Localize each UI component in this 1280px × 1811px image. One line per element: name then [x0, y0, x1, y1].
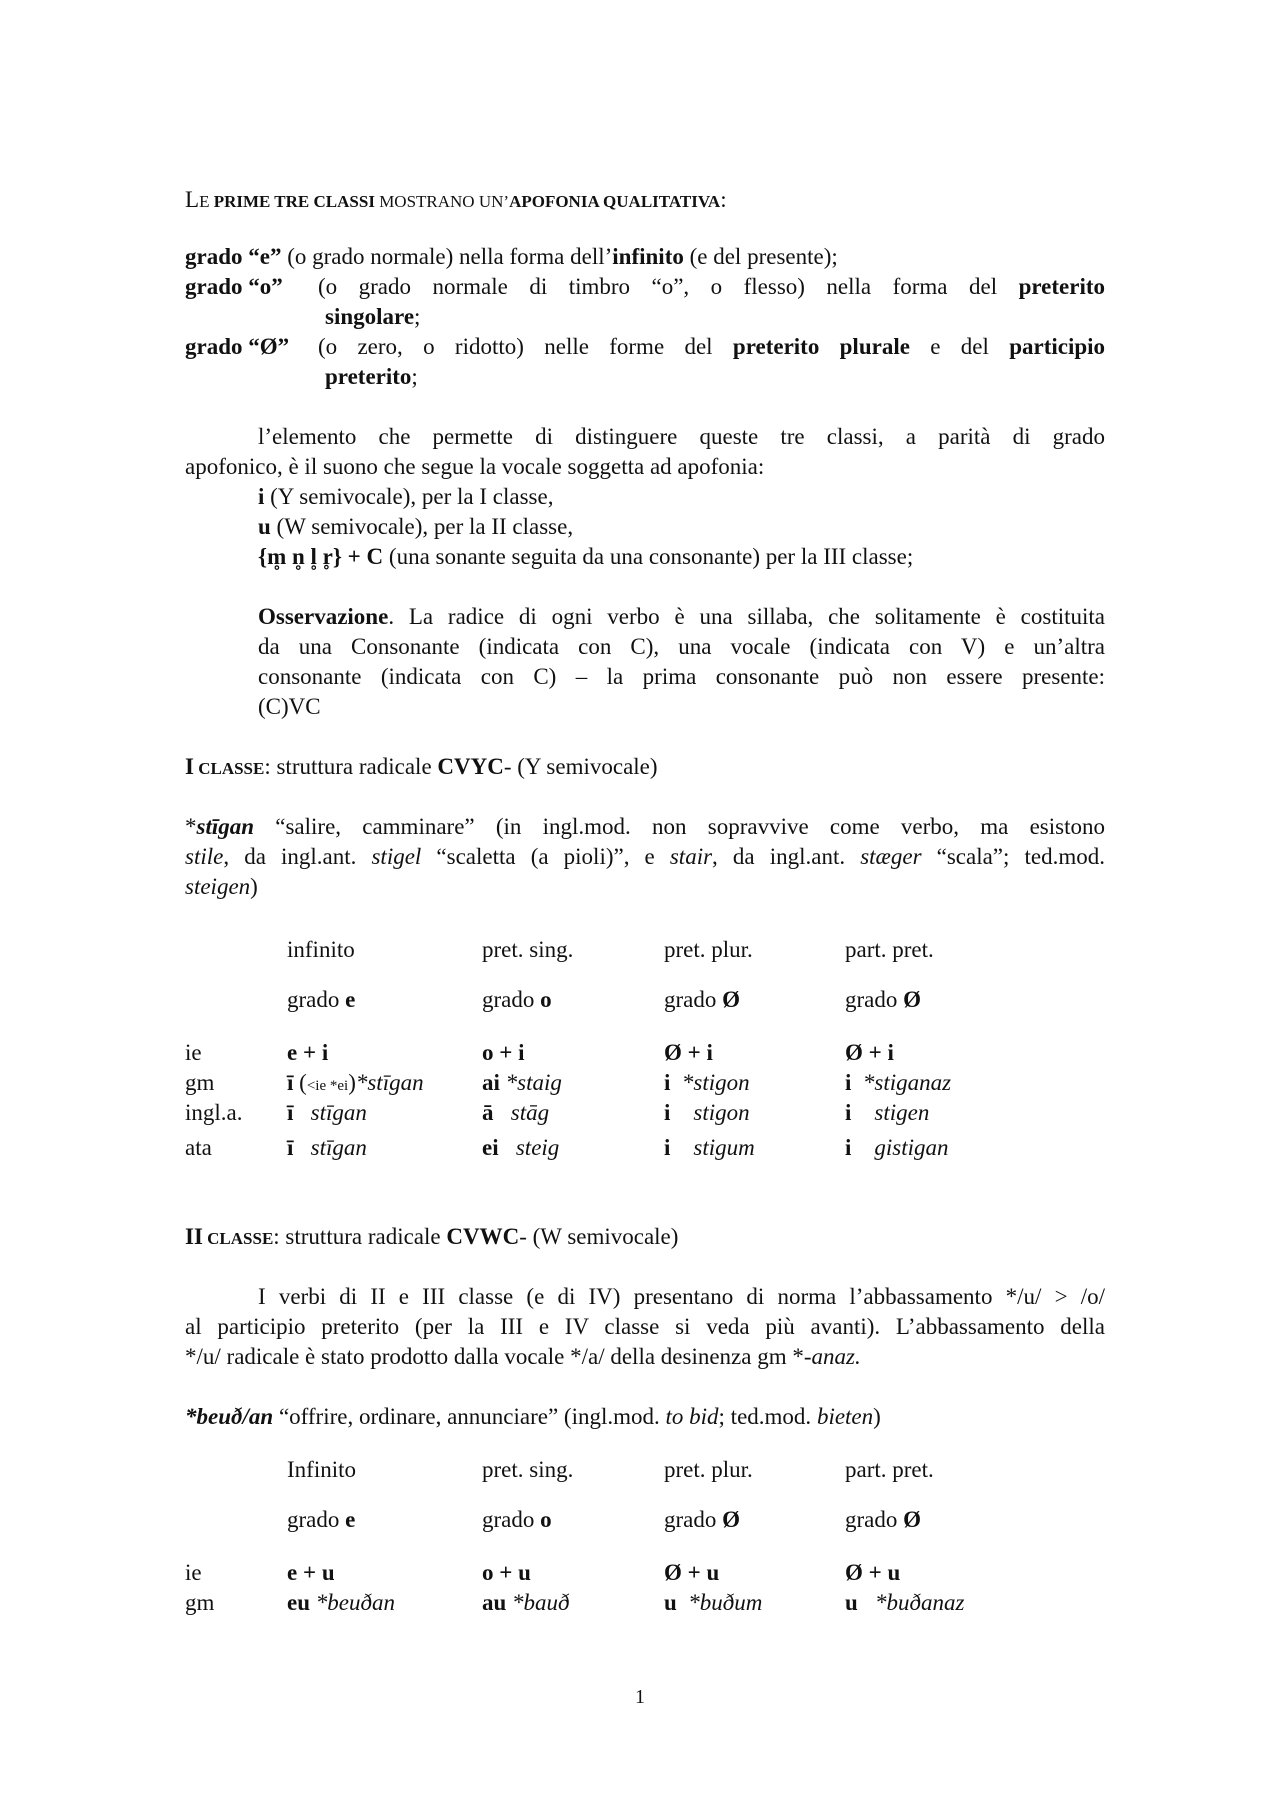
- col-header: pret. sing.: [482, 1457, 574, 1482]
- col-header: part. pret.: [845, 937, 934, 962]
- oss-line4: (C)VC: [258, 694, 321, 719]
- grade-cell: grado e: [287, 987, 356, 1012]
- table-cell: au *bauð: [482, 1590, 570, 1615]
- grade-cell: grado Ø: [664, 987, 741, 1012]
- grade-o-cont: singolare;: [325, 304, 421, 329]
- oss-line3: consonante (indicata con C) – la prima consonante può non essere presente:: [258, 664, 1105, 689]
- table-cell: eu *beuðan: [287, 1590, 395, 1615]
- grade-cell: grado e: [287, 1507, 356, 1532]
- table-cell: e + u: [287, 1560, 335, 1585]
- col-header: part. pret.: [845, 1457, 934, 1482]
- table-cell: u *buðum: [664, 1590, 763, 1615]
- table-cell: ī stīgan: [287, 1100, 367, 1125]
- table-cell: i stigen: [845, 1100, 930, 1125]
- class-ii-note: u (W semivocale), per la II classe,: [258, 514, 574, 539]
- grade-o-text: (o grado normale di timbro “o”, o flesso) nella forma del preterito: [318, 274, 1105, 299]
- table-cell: ei steig: [482, 1135, 560, 1160]
- class2-example: *beuð/an “offrire, ordinare, annunciare” (ingl.mod. to bid; ted.mod. bieten): [185, 1404, 881, 1429]
- class1-heading: I CLASSE: struttura radicale CVYC- (Y semivocale): [185, 754, 658, 779]
- table-cell: Ø + i: [845, 1040, 894, 1065]
- row-label: ata: [185, 1135, 212, 1160]
- grade-cell: grado Ø: [845, 1507, 922, 1532]
- class1-example-line1: *stīgan “salire, camminare” (in ingl.mod. non sopravvive come verbo, ma esistono: [185, 814, 1105, 839]
- grade-o-label: grado “o”: [185, 274, 283, 299]
- table-cell: ī stīgan: [287, 1135, 367, 1160]
- col-header: pret. plur.: [664, 937, 753, 962]
- para1-line1: l’elemento che permette di distinguere queste tre classi, a parità di grado: [258, 424, 1105, 449]
- col-header: Infinito: [287, 1457, 356, 1482]
- row-label: ie: [185, 1040, 202, 1065]
- row-label: ingl.a.: [185, 1100, 243, 1125]
- class1-example-line2: stile, da ingl.ant. stigel “scaletta (a pioli)”, e stair, da ingl.ant. stæger “scala”; ted.mod.: [185, 844, 1105, 869]
- table-cell: Ø + u: [664, 1560, 720, 1585]
- page-number: 1: [635, 1686, 645, 1708]
- class2-para-line3: */u/ radicale è stato prodotto dalla vocale */a/ della desinenza gm *-anaz.: [185, 1344, 861, 1369]
- table-cell: i gistigan: [845, 1135, 949, 1160]
- table-cell: i stigum: [664, 1135, 755, 1160]
- oss-line1: Osservazione. La radice di ogni verbo è una sillaba, che solitamente è costituita: [258, 604, 1105, 629]
- class2-para-line2: al participio preterito (per la III e IV classe si veda più avanti). L’abbassamento della: [185, 1314, 1105, 1339]
- table-cell: o + u: [482, 1560, 531, 1585]
- col-header: infinito: [287, 937, 355, 962]
- col-header: pret. sing.: [482, 937, 574, 962]
- class2-para-line1: I verbi di II e III classe (e di IV) presentano di norma l’abbassamento */u/ > /o/: [258, 1284, 1105, 1309]
- table-cell: i *stiganaz: [845, 1070, 952, 1095]
- class-iii-note: {m̥ n̥ l̥ r̥} + C (una sonante seguita da una consonante) per la III classe;: [258, 544, 914, 569]
- col-header: pret. plur.: [664, 1457, 753, 1482]
- section-heading: LE PRIME TRE CLASSI MOSTRANO UN’APOFONIA QUALITATIVA:: [185, 187, 727, 212]
- class1-example-line3: steigen): [185, 874, 258, 899]
- table-cell: e + i: [287, 1040, 329, 1065]
- grade-cell: grado o: [482, 987, 552, 1012]
- grade-cell: grado Ø: [845, 987, 922, 1012]
- table-cell: i *stigon: [664, 1070, 750, 1095]
- grade-cell: grado Ø: [664, 1507, 741, 1532]
- para1-line2: apofonico, è il suono che segue la vocale soggetta ad apofonia:: [185, 454, 765, 479]
- grade-cell: grado o: [482, 1507, 552, 1532]
- table-cell: Ø + i: [664, 1040, 713, 1065]
- row-label: gm: [185, 1590, 215, 1615]
- class-i-note: i (Y semivocale), per la I classe,: [258, 484, 554, 509]
- class2-heading: II CLASSE: struttura radicale CVWC- (W semivocale): [185, 1224, 679, 1249]
- table-cell: ā stāg: [482, 1100, 550, 1125]
- table-cell: ī (<ie *ei)*stīgan: [287, 1070, 424, 1095]
- oss-line2: da una Consonante (indicata con C), una vocale (indicata con V) e un’altra: [258, 634, 1105, 659]
- row-label: ie: [185, 1560, 202, 1585]
- row-label: gm: [185, 1070, 215, 1095]
- table-cell: i stigon: [664, 1100, 750, 1125]
- table-cell: ai *staig: [482, 1070, 562, 1095]
- grade-zero-text: (o zero, o ridotto) nelle forme del preterito plurale e del participio: [318, 334, 1106, 359]
- table-cell: o + i: [482, 1040, 525, 1065]
- grade-zero-label: grado “Ø”: [185, 334, 290, 359]
- grade-zero-cont: preterito;: [325, 364, 418, 389]
- table-cell: Ø + u: [845, 1560, 901, 1585]
- grade-e-line: grado “e” (o grado normale) nella forma dell’infinito (e del presente);: [185, 244, 838, 269]
- table-cell: u *buðanaz: [845, 1590, 965, 1615]
